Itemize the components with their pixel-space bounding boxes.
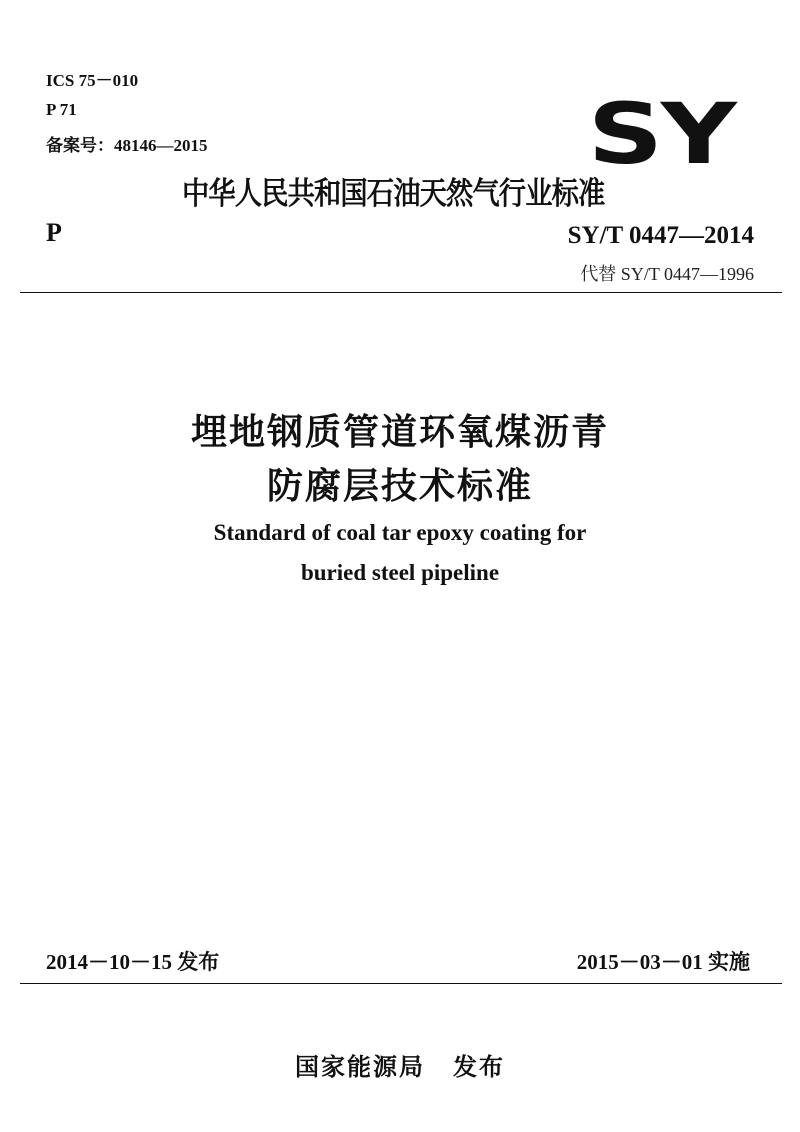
- implementation-date: 2015－03－01 实施: [576, 950, 750, 974]
- issuer-name: 国家能源局: [295, 1053, 425, 1081]
- title-en-line-2: buried steel pipeline: [300, 560, 500, 585]
- issue-action: 发布: [453, 1053, 505, 1081]
- sy-logo: SY: [587, 85, 734, 183]
- standard-number: SY/T 0447—2014: [567, 222, 754, 249]
- replaces-standard: 代替 SY/T 0447—1996: [580, 264, 754, 284]
- publisher-line: [0, 1047, 800, 1082]
- category-letter: P: [46, 218, 62, 247]
- footer-divider: [20, 983, 782, 984]
- classification-code: P 71: [46, 100, 77, 119]
- title-cn-line-1: 埋地钢质管道环氧煤沥青: [190, 412, 609, 453]
- record-number: 备案号：48146—2015: [46, 136, 208, 155]
- title-en-line-1: Standard of coal tar epoxy coating for: [213, 520, 587, 545]
- ics-code: ICS 75－010: [46, 71, 139, 90]
- industry-standard-name: 中华人民共和国石油天然气行业标准: [182, 176, 605, 212]
- title-cn-line-2: 防腐层技术标准: [266, 466, 533, 507]
- issue-date: 2014－10－15 发布: [46, 950, 220, 974]
- header-divider: [20, 292, 782, 293]
